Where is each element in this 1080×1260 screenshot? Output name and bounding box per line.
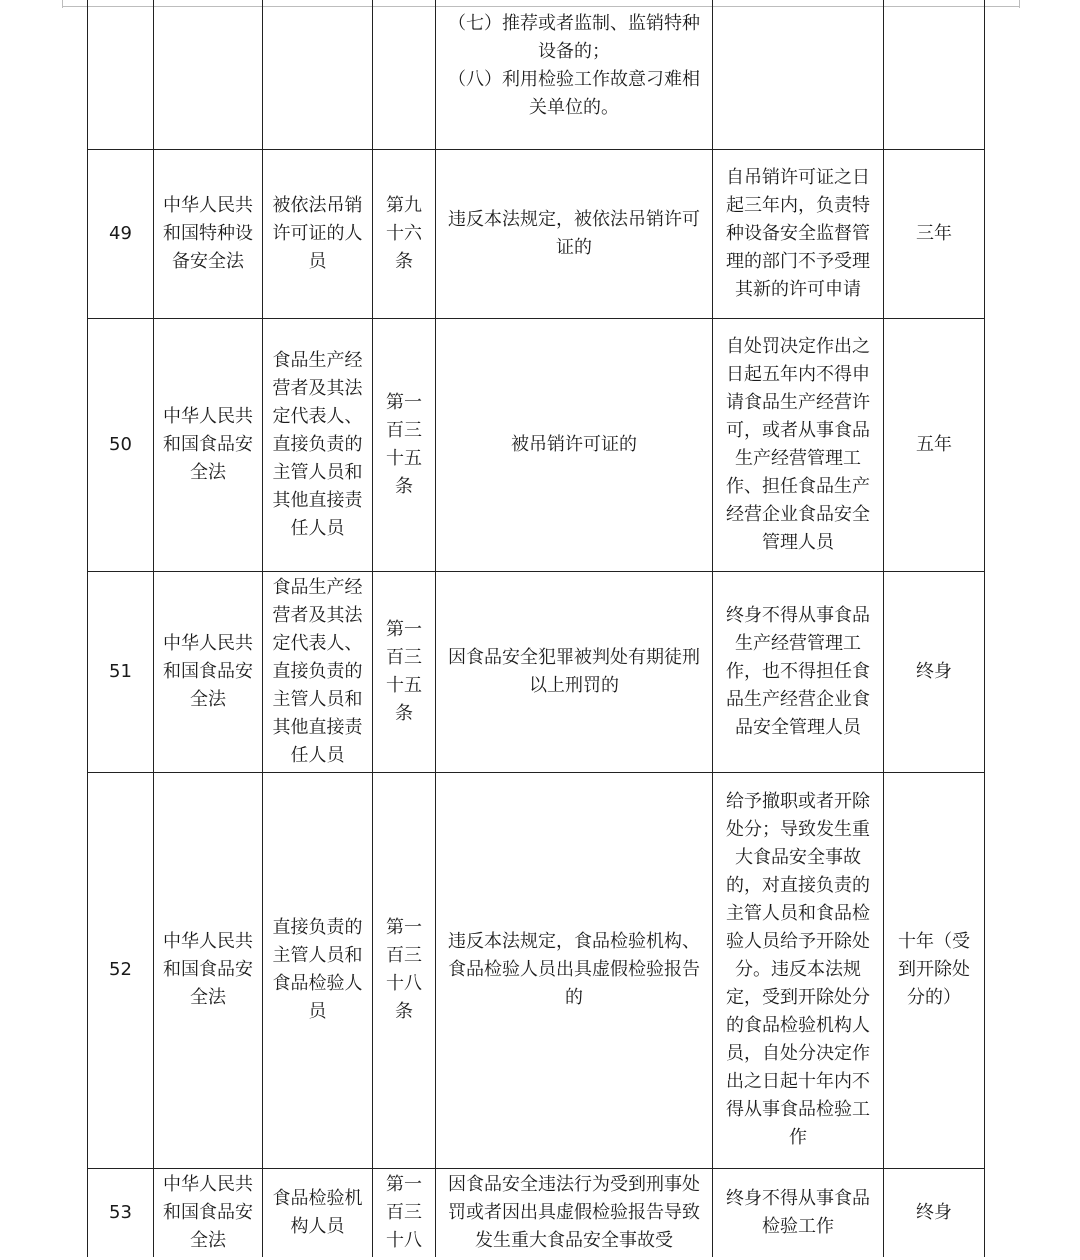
table-row	[88, 1168, 985, 1257]
cell-law	[154, 0, 263, 149]
article: 第一百三十五条	[373, 571, 436, 772]
table-row	[88, 571, 985, 772]
subject: 直接负责的主管人员和食品检验人员	[263, 772, 373, 1168]
period: 十年（受到开除处分的）	[884, 772, 985, 1168]
period: 终身	[884, 1168, 985, 1257]
subject: 被依法吊销许可证的人员	[263, 149, 373, 318]
measure: 终身不得从事食品检验工作	[713, 1168, 884, 1257]
period: 终身	[884, 571, 985, 772]
measure: 给予撤职或者开除处分；导致发生重大食品安全事故的，对直接负责的主管人员和食品检验人员给予开除处分。违反本法规定，受到开除处分的食品检验机构人员，自处分决定作出之日起十年内不得从事食品检验工作	[713, 772, 884, 1168]
subject: 食品检验机构人员	[263, 1168, 373, 1257]
law-name: 中华人民共和国食品安全法	[154, 772, 263, 1168]
subject: 食品生产经营者及其法定代表人、直接负责的主管人员和其他直接责任人员	[263, 571, 373, 772]
table-row	[88, 772, 985, 1168]
table-row-continuation	[88, 0, 985, 149]
cell-subject	[263, 0, 373, 149]
subject: 食品生产经营者及其法定代表人、直接负责的主管人员和其他直接责任人员	[263, 318, 373, 571]
row-number: 51	[88, 571, 154, 772]
cell-measure	[713, 0, 884, 149]
row-number: 53	[88, 1168, 154, 1257]
law-name: 中华人民共和国食品安全法	[154, 318, 263, 571]
row-number: 50	[88, 318, 154, 571]
circumstance: 违反本法规定，食品检验机构、食品检验人员出具虚假检验报告的	[436, 772, 713, 1168]
article: 第一百三十五条	[373, 318, 436, 571]
continuation-text: （七）推荐或者监制、监销特种设备的； （八）利用检验工作故意刁难相关单位的。	[448, 13, 700, 118]
table-row	[88, 318, 985, 571]
row-number: 49	[88, 149, 154, 318]
article: 第一百三十八条	[373, 772, 436, 1168]
table-row	[88, 149, 985, 318]
row-number: 52	[88, 772, 154, 1168]
law-name: 中华人民共和国食品安全法	[154, 1168, 263, 1257]
measure: 自处罚决定作出之日起五年内不得申请食品生产经营许可，或者从事食品生产经营管理工作、担任食品生产经营企业食品安全管理人员	[713, 318, 884, 571]
cell-article	[373, 0, 436, 149]
circumstance: 因食品安全犯罪被判处有期徒刑以上刑罚的	[436, 571, 713, 772]
article: 第九十六条	[373, 149, 436, 318]
circumstance: 因食品安全违法行为受到刑事处罚或者因出具虚假检验报告导致发生重大食品安全事故受	[436, 1168, 713, 1257]
law-name: 中华人民共和国食品安全法	[154, 571, 263, 772]
measure: 自吊销许可证之日起三年内，负责特种设备安全监督管理的部门不予受理其新的许可申请	[713, 149, 884, 318]
article: 第一百三十八	[373, 1168, 436, 1257]
page-corner-mark-right	[1019, 0, 1020, 8]
cell-num	[88, 0, 154, 149]
period: 五年	[884, 318, 985, 571]
disqualification-table	[87, 0, 985, 1257]
period: 三年	[884, 149, 985, 318]
measure: 终身不得从事食品生产经营管理工作，也不得担任食品生产经营企业食品安全管理人员	[713, 571, 884, 772]
circumstance: 违反本法规定，被依法吊销许可证的	[436, 149, 713, 318]
law-name: 中华人民共和国特种设备安全法	[154, 149, 263, 318]
cell-circumstance	[436, 0, 713, 149]
circumstance: 被吊销许可证的	[436, 318, 713, 571]
page-corner-mark-left	[62, 0, 63, 8]
cell-period	[884, 0, 985, 149]
